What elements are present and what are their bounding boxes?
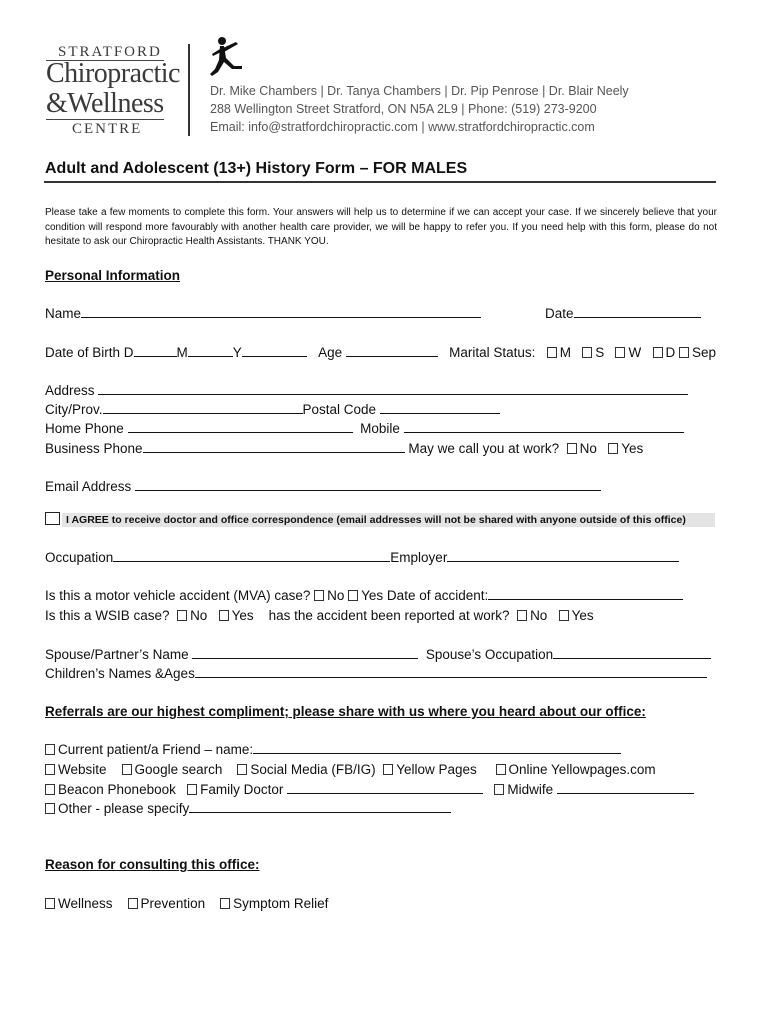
- marital-w-label: W: [628, 345, 642, 360]
- mva-no-checkbox[interactable]: [314, 590, 324, 601]
- beacon-checkbox[interactable]: [45, 784, 55, 795]
- wsib-row: [45, 608, 594, 623]
- website-checkbox[interactable]: [45, 764, 55, 775]
- mva-question: Is this a motor vehicle accident (MVA) case?: [45, 588, 311, 603]
- symptom-relief-checkbox[interactable]: [220, 898, 230, 909]
- reported-yes-checkbox[interactable]: [559, 610, 569, 621]
- mobile-field[interactable]: [404, 421, 684, 433]
- family-doctor-field[interactable]: [287, 782, 483, 794]
- wsib-no-checkbox[interactable]: [177, 610, 187, 621]
- social-media-label: Social Media (FB/IG): [250, 762, 376, 777]
- dob-year-label: Y: [232, 345, 242, 360]
- date-row: [545, 306, 701, 321]
- marital-s-checkbox[interactable]: [582, 347, 592, 358]
- call-work-no-checkbox[interactable]: [567, 443, 577, 454]
- yellow-pages-label: Yellow Pages: [396, 762, 477, 777]
- city-row: [45, 402, 500, 417]
- postal-field[interactable]: [380, 402, 500, 414]
- wellness-label: Wellness: [58, 896, 113, 911]
- google-checkbox[interactable]: [122, 764, 132, 775]
- city-label: City/Prov.: [45, 402, 103, 417]
- marital-sep-label: Sep: [692, 345, 717, 360]
- occupation-row: [45, 550, 679, 565]
- logo-centre: CENTRE: [72, 121, 143, 137]
- mva-yes-checkbox[interactable]: [348, 590, 358, 601]
- logo-stratford: STRATFORD: [58, 44, 162, 60]
- home-phone-row: [45, 421, 684, 436]
- address-row: [45, 383, 688, 398]
- mva-row: [45, 588, 683, 603]
- wsib-yes-label: Yes: [231, 608, 254, 623]
- spouse-row: [45, 647, 711, 662]
- home-phone-label: Home Phone: [45, 421, 124, 436]
- reported-no-checkbox[interactable]: [517, 610, 527, 621]
- marital-w-checkbox[interactable]: [615, 347, 625, 358]
- address-label: Address: [45, 383, 95, 398]
- accident-date-field[interactable]: [488, 588, 683, 600]
- social-media-checkbox[interactable]: [237, 764, 247, 775]
- wsib-no-label: No: [190, 608, 208, 623]
- business-phone-row: [45, 441, 643, 456]
- spouse-name-field[interactable]: [192, 647, 418, 659]
- dob-label: Date of Birth D: [45, 345, 134, 360]
- dob-month-label: M: [176, 345, 188, 360]
- form-title: Adult and Adolescent (13+) History Form – FOR MALES: [45, 160, 468, 177]
- mobile-label: Mobile: [360, 421, 400, 436]
- prevention-label: Prevention: [140, 896, 206, 911]
- email-field[interactable]: [135, 479, 601, 491]
- title-rule: [44, 181, 716, 183]
- employer-field[interactable]: [447, 550, 679, 562]
- wsib-question: Is this a WSIB case?: [45, 608, 170, 623]
- reported-no-label: No: [530, 608, 548, 623]
- spouse-occupation-field[interactable]: [553, 647, 711, 659]
- other-field[interactable]: [189, 801, 451, 813]
- midwife-checkbox[interactable]: [494, 784, 504, 795]
- wsib-yes-checkbox[interactable]: [219, 610, 229, 621]
- online-yellowpages-checkbox[interactable]: [496, 764, 506, 775]
- age-label: Age: [318, 345, 343, 360]
- address-line: 288 Wellington Street Stratford, ON N5A 2L9 | Phone: (519) 273-9200: [210, 102, 597, 116]
- referral-options-row-1: [45, 762, 656, 777]
- dob-month-field[interactable]: [188, 345, 233, 357]
- referral-options-row-2: [45, 782, 694, 797]
- referrals-heading: Referrals are our highest compliment; please share with us where you heard about our office:: [45, 704, 646, 719]
- children-label: Children’s Names &Ages: [45, 666, 195, 681]
- yellow-pages-checkbox[interactable]: [383, 764, 393, 775]
- business-phone-field[interactable]: [143, 441, 405, 453]
- current-patient-row: [45, 742, 621, 757]
- call-work-label: May we call you at work?: [408, 441, 560, 456]
- martial-arts-figure-icon: [208, 36, 248, 80]
- symptom-relief-label: Symptom Relief: [233, 896, 329, 911]
- family-doctor-label: Family Doctor: [200, 782, 284, 797]
- occupation-label: Occupation: [45, 550, 114, 565]
- current-patient-label: Current patient/a Friend – name:: [58, 742, 254, 757]
- agree-label: I AGREE to receive doctor and office correspondence (email addresses will not be shared with anyone outside of this office): [66, 514, 686, 526]
- wellness-checkbox[interactable]: [45, 898, 55, 909]
- call-work-yes-checkbox[interactable]: [608, 443, 618, 454]
- midwife-label: Midwife: [507, 782, 554, 797]
- name-row: [45, 306, 481, 321]
- postal-label: Postal Code: [302, 402, 377, 417]
- age-field[interactable]: [346, 345, 438, 357]
- dob-row: [45, 345, 716, 360]
- other-row: [45, 801, 451, 816]
- call-work-no-label: No: [579, 441, 597, 456]
- email-label: Email Address: [45, 479, 132, 494]
- logo-wellness: &Wellness: [46, 88, 164, 119]
- reported-question: has the accident been reported at work?: [268, 608, 510, 623]
- marital-m-checkbox[interactable]: [547, 347, 557, 358]
- current-patient-checkbox[interactable]: [45, 744, 55, 755]
- reason-heading: Reason for consulting this office:: [45, 857, 260, 872]
- children-field[interactable]: [195, 666, 707, 678]
- family-doctor-checkbox[interactable]: [187, 784, 197, 795]
- other-label: Other - please specify: [58, 801, 190, 816]
- contact-line: Email: info@stratfordchiropractic.com | www.stratfordchiropractic.com: [210, 120, 595, 134]
- mva-no-label: No: [327, 588, 345, 603]
- logo-rule-bottom: [46, 119, 164, 120]
- spouse-occupation-label: Spouse’s Occupation: [425, 647, 554, 662]
- occupation-field[interactable]: [113, 550, 390, 562]
- date-field[interactable]: [574, 306, 701, 318]
- home-phone-field[interactable]: [128, 421, 353, 433]
- prevention-checkbox[interactable]: [128, 898, 138, 909]
- marital-s-label: S: [595, 345, 605, 360]
- call-work-yes-label: Yes: [621, 441, 644, 456]
- online-yellowpages-label: Online Yellowpages.com: [508, 762, 656, 777]
- reason-options-row: [45, 896, 328, 911]
- name-field[interactable]: [81, 306, 481, 318]
- city-field[interactable]: [103, 402, 303, 414]
- doctors-line: Dr. Mike Chambers | Dr. Tanya Chambers | Dr. Pip Penrose | Dr. Blair Neely: [210, 84, 629, 98]
- children-row: [45, 666, 707, 681]
- personal-info-heading: Personal Information: [45, 268, 181, 283]
- website-label: Website: [58, 762, 107, 777]
- other-checkbox[interactable]: [45, 803, 55, 814]
- marital-sep-checkbox[interactable]: [679, 347, 689, 358]
- email-row: [45, 479, 601, 494]
- spouse-label: Spouse/Partner’s Name: [45, 647, 189, 662]
- agree-checkbox[interactable]: [45, 512, 60, 525]
- name-label: Name: [45, 306, 82, 321]
- marital-m-label: M: [559, 345, 571, 360]
- marital-d-label: D: [665, 345, 676, 360]
- midwife-field[interactable]: [557, 782, 694, 794]
- dob-year-field[interactable]: [242, 345, 307, 357]
- marital-d-checkbox[interactable]: [653, 347, 663, 358]
- referral-name-field[interactable]: [253, 742, 621, 754]
- mva-date-label: Yes Date of accident:: [361, 588, 489, 603]
- marital-label: Marital Status:: [449, 345, 536, 360]
- logo-chiropractic: Chiropractic: [46, 58, 180, 89]
- reported-yes-label: Yes: [571, 608, 594, 623]
- business-phone-label: Business Phone: [45, 441, 143, 456]
- beacon-label: Beacon Phonebook: [58, 782, 176, 797]
- google-label: Google search: [134, 762, 223, 777]
- address-field[interactable]: [98, 383, 688, 395]
- intro-paragraph: Please take a few moments to complete this form. Your answers will help us to determine if we can accept your case. If we sincerely believe that your condition will respond more favourably with another health care provider, we will be happy to refer you. If you need help with this form, please do not hesitate to ask our Chiropractic Health Assistants. THANK YOU.: [45, 207, 717, 247]
- header-divider: [188, 44, 190, 136]
- dob-day-field[interactable]: [134, 345, 177, 357]
- date-label: Date: [545, 306, 574, 321]
- employer-label: Employer: [390, 550, 448, 565]
